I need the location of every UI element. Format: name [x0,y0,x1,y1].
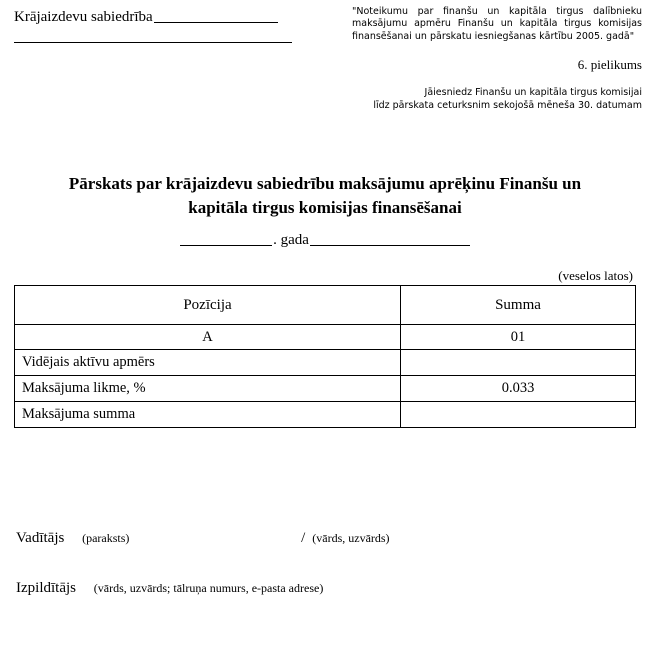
signature-separator: / [301,530,306,546]
report-period-blank[interactable] [310,245,470,246]
units-caption: (veselos latos) [558,268,633,283]
submission-note-line-2: līdz pārskata ceturksnim sekojošā mēneša 30. datumam [373,99,642,111]
table-code-row [15,325,636,350]
company-label-row [14,8,306,26]
page-title [25,172,625,220]
company-name-blank-line-2[interactable] [14,42,292,43]
submission-note-line-1: Jāiesniedz Finanšu un kapitāla tirgus komisijai [424,87,642,99]
table-row [15,402,636,428]
manager-label: Vadītājs [16,530,65,546]
regulation-quote: "Noteikumu par finanšu un kapitāla tirgus dalībnieku maksājumu apmēru Finanšu un kapitāla tirgus komisijas finansēšanai un pārskatu iesniegšanas kārtību 2005. gadā" [352,6,642,42]
signature-block [16,530,636,597]
page-title-line-2: kapitāla tirgus komisijas finansēšanai [188,198,462,217]
column-header-position: Pozīcija [15,286,401,325]
preparer-field[interactable] [94,580,392,597]
table-header-row [15,286,636,325]
code-cell-position: A [15,325,401,350]
row-value-payment-rate[interactable]: 0.033 [401,376,636,402]
manager-name-caption: (vārds, uzvārds) [312,531,390,545]
manager-name-field[interactable] [312,530,490,547]
report-date-line [25,232,625,249]
manager-signature-field[interactable] [82,530,294,547]
company-name-blank-line-1[interactable] [154,22,278,23]
row-label-average-assets: Vidējais aktīvu apmērs [15,350,401,376]
table-row [15,376,636,402]
preparer-label-gap [76,580,94,597]
date-separator-label: . gada [273,232,309,248]
report-year-blank[interactable] [180,245,272,246]
company-header [14,8,306,43]
row-value-payment-amount[interactable] [401,402,636,428]
manager-signature-caption: (paraksts) [82,531,130,545]
manager-label-gap [64,530,82,547]
page-title-line-1: Pārskats par krājaizdevu sabiedrību maksājumu aprēķinu Finanšu un [68,174,582,193]
annex-number: 6. pielikums [577,57,642,73]
row-label-payment-amount: Maksājuma summa [15,402,401,428]
preparer-row [16,580,636,597]
manager-signature-row [16,530,636,564]
regulation-header [352,6,642,112]
row-label-payment-rate: Maksājuma likme, % [15,376,401,402]
row-value-average-assets[interactable] [401,350,636,376]
column-header-amount: Summa [401,286,636,325]
submission-note [352,87,642,112]
code-cell-amount: 01 [401,325,636,350]
preparer-label: Izpildītājs [16,580,76,596]
table-row [15,350,636,376]
payment-calculation-table [14,285,636,428]
preparer-caption: (vārds, uzvārds; tālruņa numurs, e-pasta adrese) [93,581,324,595]
company-label: Krājaizdevu sabiedrība [14,9,153,25]
